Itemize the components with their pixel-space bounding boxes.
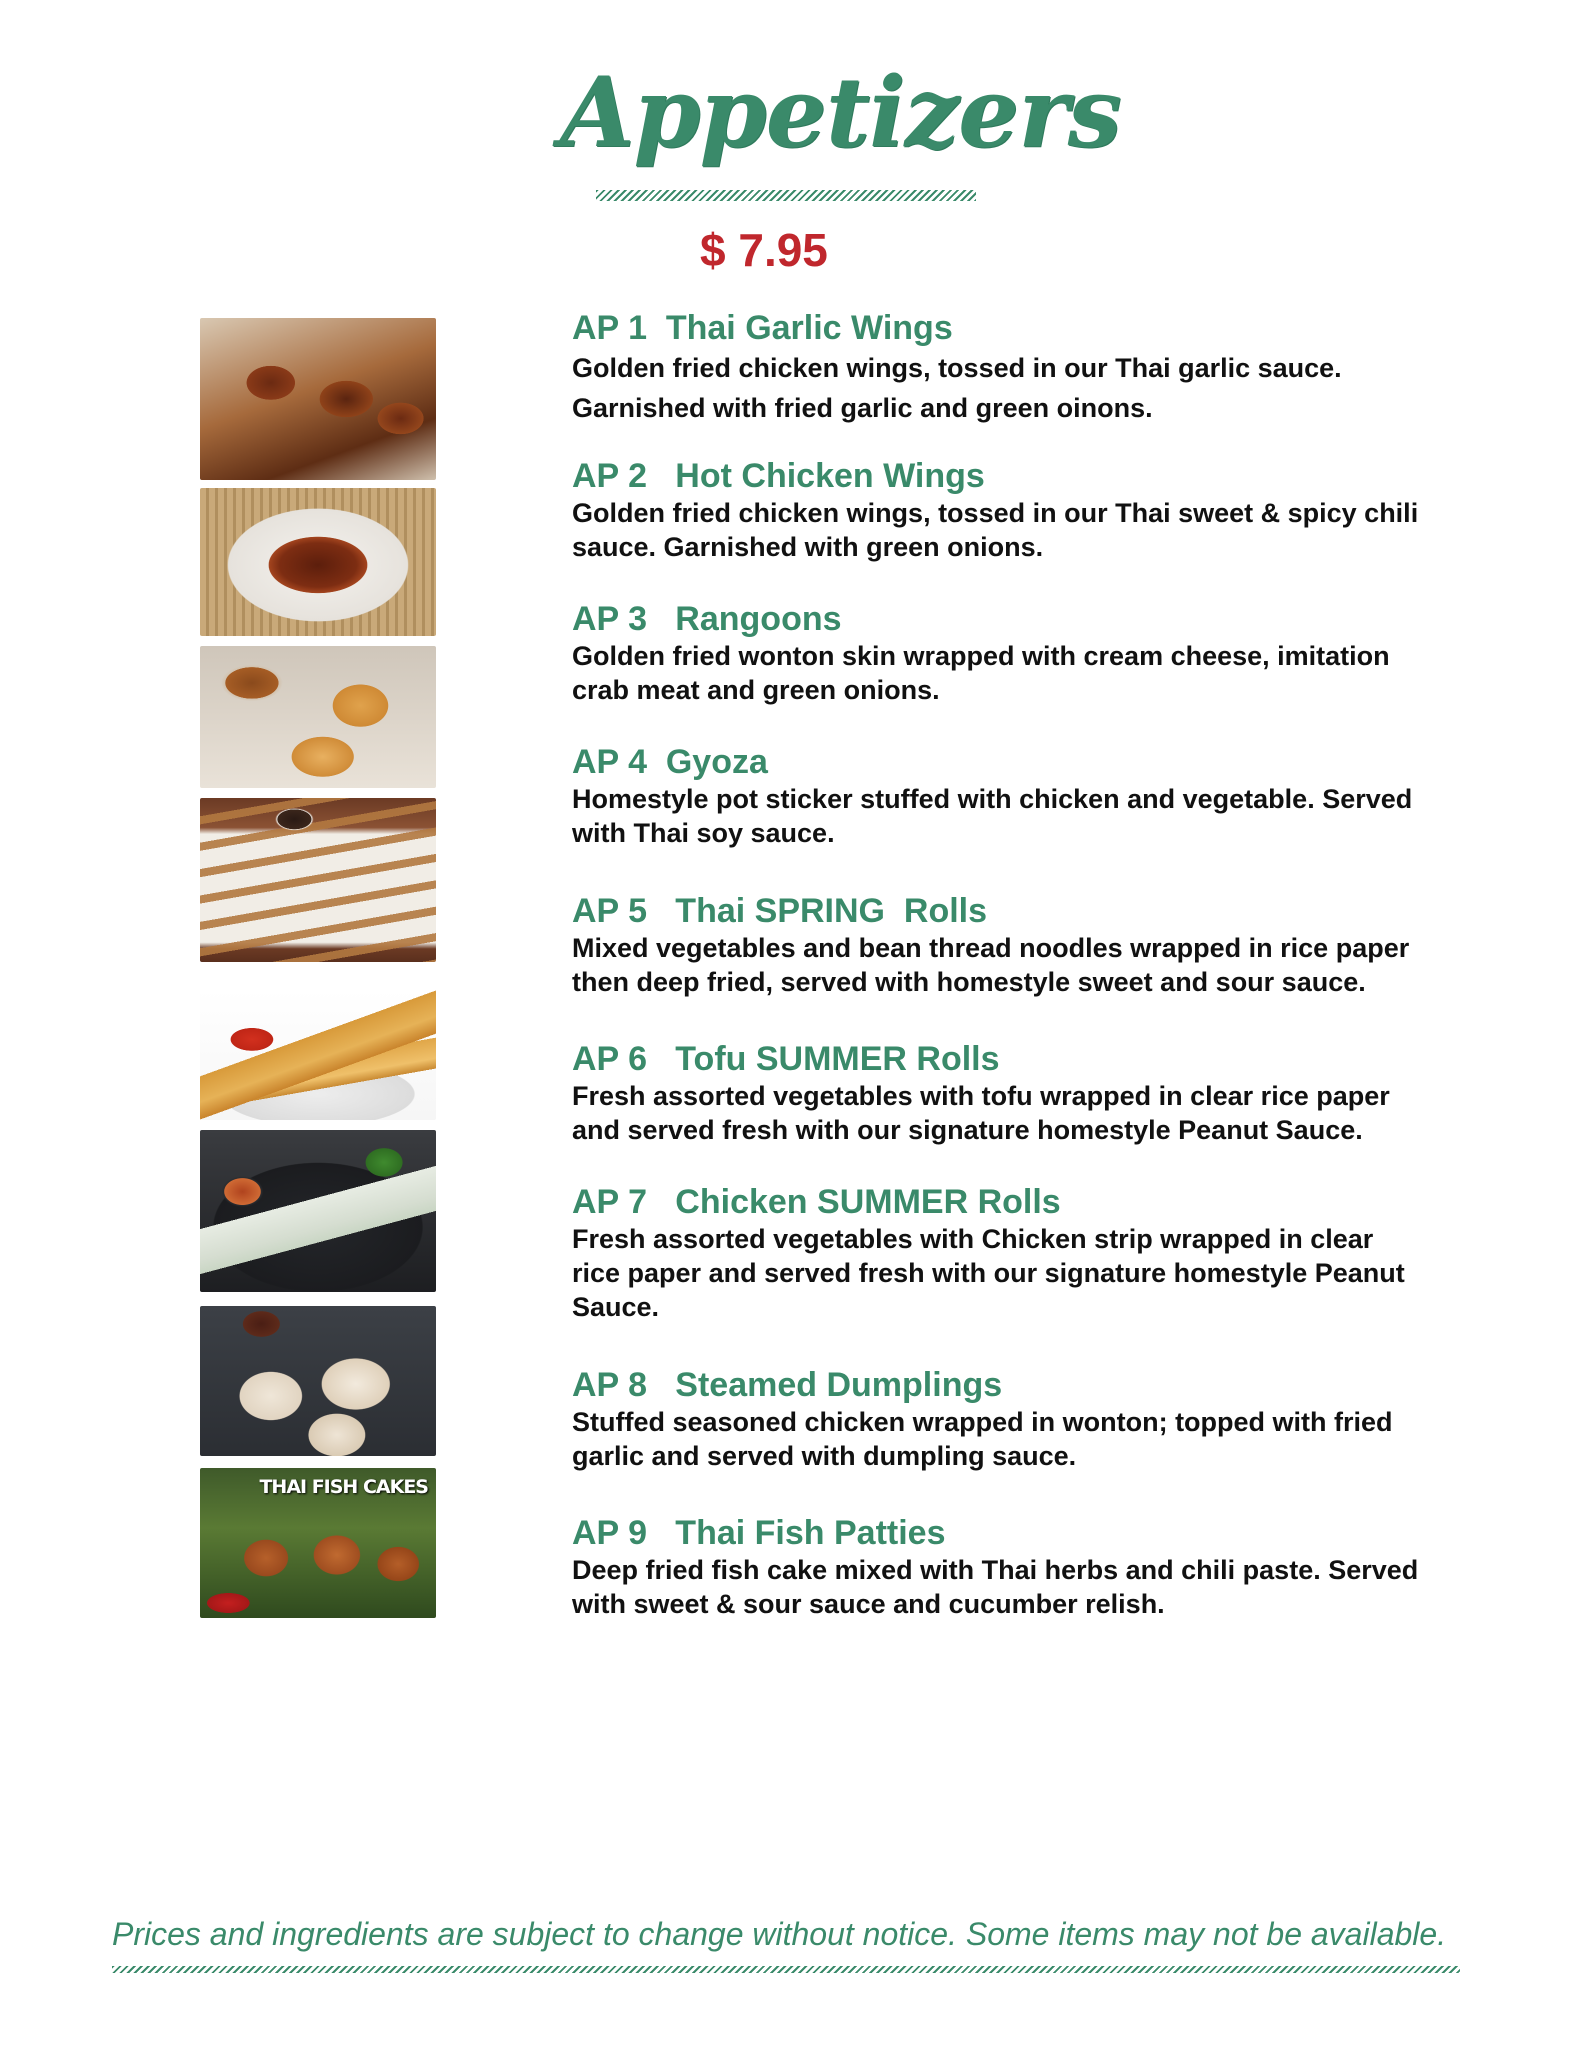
photo-caption-fish-cakes: THAI FISH CAKES [259, 1476, 428, 1498]
menu-item-description: Homestyle pot sticker stuffed with chicken and vegetable. Served with Thai soy sauce. [572, 784, 1413, 848]
photo-gyoza [200, 798, 436, 962]
photo-spring-rolls [200, 990, 436, 1120]
menu-item-description: Golden fried wonton skin wrapped with cream cheese, imitation crab meat and green onions. [572, 641, 1390, 705]
menu-item [572, 599, 1472, 707]
menu-item-description: Stuffed seasoned chicken wrapped in wonton; topped with fried garlic and served with dumpling sauce. [572, 1407, 1393, 1471]
footer-disclaimer: Prices and ingredients are subject to change without notice. Some items may not be available. [112, 1916, 1447, 1952]
menu-item [572, 1039, 1472, 1147]
menu-item-description: Mixed vegetables and bean thread noodles wrapped in rice paper then deep fried, served with homestyle sweet and sour sauce. [572, 933, 1410, 997]
footer-divider [112, 1966, 1460, 1973]
photo-fish-cakes [200, 1468, 436, 1618]
photo-tofu-summer-rolls [200, 1130, 436, 1292]
menu-item-description: Deep fried fish cake mixed with Thai herbs and chili paste. Served with sweet & sour sauce and cucumber relish. [572, 1555, 1419, 1619]
menu-item-title: AP 8 Steamed Dumplings [572, 1366, 1003, 1404]
menu-item [572, 742, 1472, 850]
photo-rangoons [200, 646, 436, 788]
photo-hot-chicken-wings [200, 488, 436, 636]
menu-item-title: AP 9 Thai Fish Patties [572, 1514, 946, 1552]
menu-item-title: AP 2 Hot Chicken Wings [572, 457, 985, 495]
photo-steamed-dumplings [200, 1306, 436, 1456]
menu-item [572, 891, 1472, 999]
menu-item-description: Golden fried chicken wings, tossed in our Thai sweet & spicy chili sauce. Garnished with green onions. [572, 498, 1419, 562]
section-price: $ 7.95 [700, 224, 828, 276]
menu-item-title: AP 6 Tofu SUMMER Rolls [572, 1040, 1000, 1078]
menu-item-title: AP 5 Thai SPRING Rolls [572, 892, 988, 930]
menu-item-description: Golden fried chicken wings, tossed in our Thai garlic sauce. Garnished with fried garlic and green oinons. [572, 353, 1342, 423]
title-underline-divider [596, 190, 976, 201]
menu-item [572, 308, 1472, 428]
menu-item [572, 1513, 1472, 1621]
menu-item-description: Fresh assorted vegetables with Chicken strip wrapped in clear rice paper and served fresh with our signature homestyle Peanut Sauce. [572, 1224, 1405, 1322]
menu-item [572, 456, 1472, 564]
menu-item-title: AP 4 Gyoza [572, 743, 768, 781]
menu-item-title: AP 1 Thai Garlic Wings [572, 309, 953, 347]
menu-item-description: Fresh assorted vegetables with tofu wrapped in clear rice paper and served fresh with our signature homestyle Peanut Sauce. [572, 1081, 1390, 1145]
menu-item-title: AP 3 Rangoons [572, 600, 842, 638]
menu-section-title: Appetizers [560, 56, 1121, 169]
photo-garlic-wings [200, 318, 436, 480]
menu-item [572, 1365, 1472, 1473]
menu-item-title: AP 7 Chicken SUMMER Rolls [572, 1183, 1061, 1221]
menu-item [572, 1182, 1472, 1324]
